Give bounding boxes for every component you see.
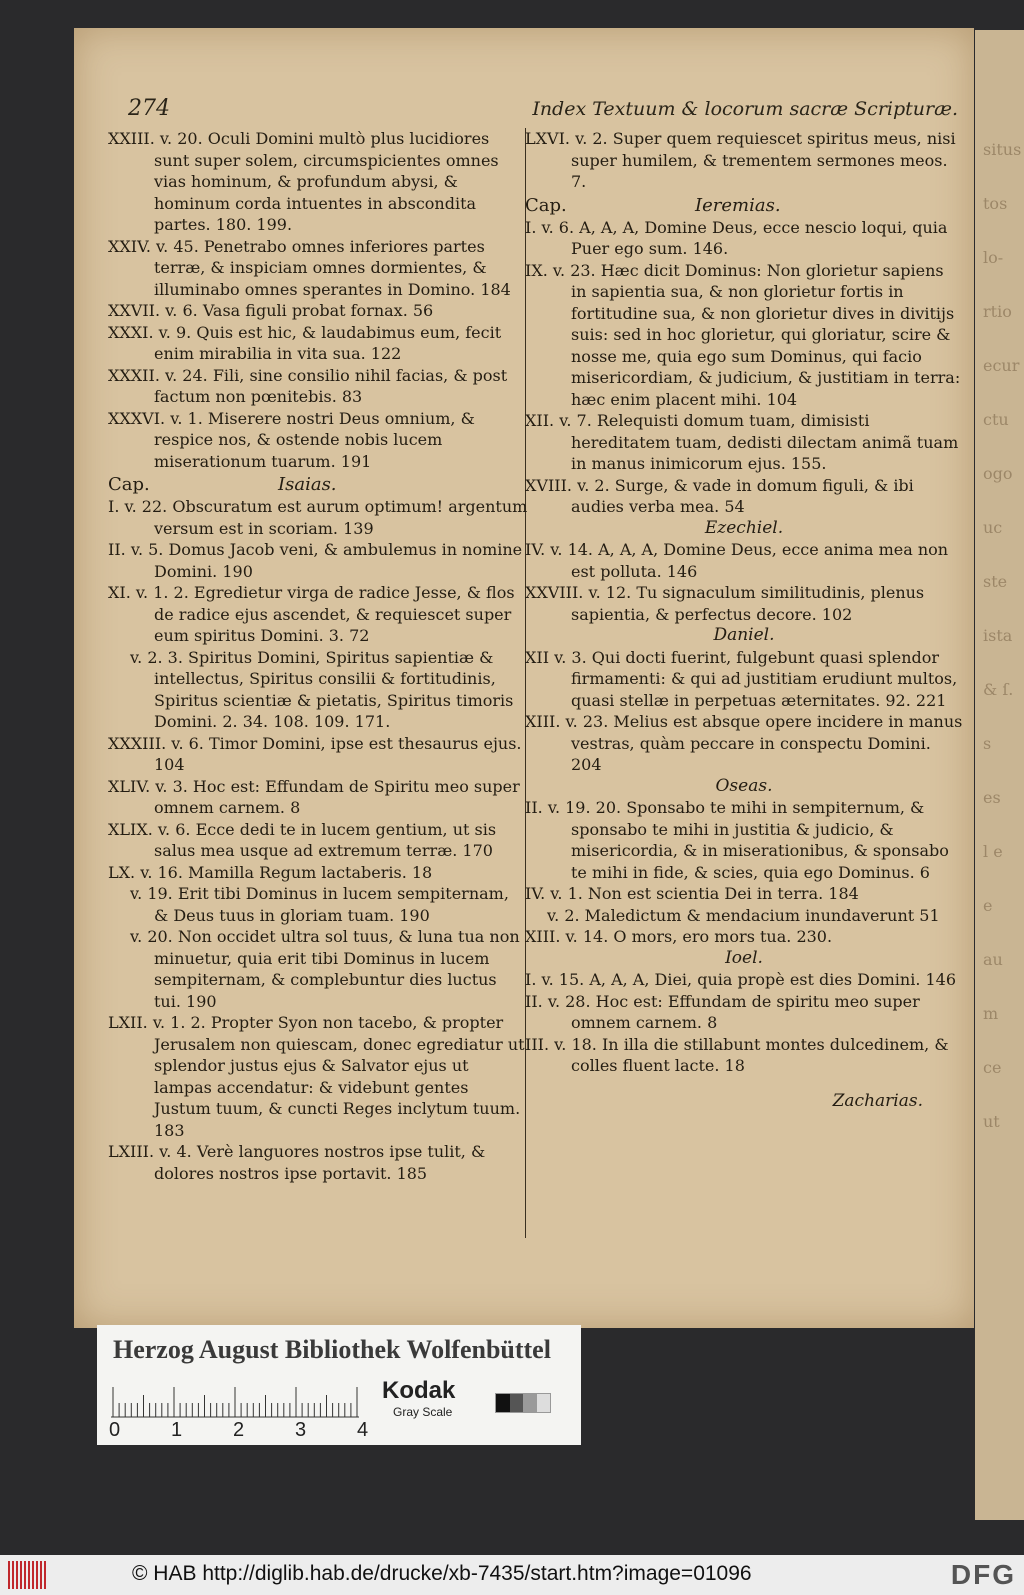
index-entry: II. v. 5. Domus Jacob veni, & ambulemus in nomine Domini. 190 — [108, 540, 523, 581]
index-entry: IV. v. 1. Non est scientia Dei in terra. 184 — [525, 884, 859, 903]
index-entry: XIII. v. 14. O mors, ero mors tua. 230. — [525, 927, 833, 946]
adjacent-page-fragment: ctu — [983, 410, 1009, 429]
kodak-logo: Kodak — [382, 1377, 456, 1404]
ruler-number: 0 — [109, 1419, 121, 1441]
ruler-scale — [111, 1377, 361, 1423]
gray-swatches — [495, 1393, 551, 1413]
index-entry: I. v. 6. A, A, A, Domine Deus, ecce nescio loqui, quia Puer ego sum. 146. — [525, 217, 948, 258]
left-column — [108, 128, 528, 1184]
index-entry: XXXIII. v. 6. Timor Domini, ipse est thesaurus ejus. 104 — [108, 733, 522, 774]
adjacent-page-fragment: m — [983, 1004, 999, 1023]
adjacent-page-fragment: tos — [983, 194, 1008, 213]
chapter-heading — [525, 195, 963, 217]
barcode-icon — [8, 1561, 46, 1589]
index-entry: XXVIII. v. 12. Tu signaculum similitudinis, plenus sapientia, & perfectus decore. 102 — [525, 583, 925, 624]
index-entry: II. v. 19. 20. Sponsabo te mihi in sempiternum, & sponsabo te mihi in justitia & judicio, & misericordia, & in miserationibus, & sponsabo te mihi in fide, & scies, quia ego Dominus. 6 — [525, 798, 949, 882]
right-column — [525, 128, 963, 1112]
adjacent-page-fragment: au — [983, 950, 1003, 969]
adjacent-page-fragment: rtio — [983, 302, 1012, 321]
adjacent-page-fragment: l e — [983, 842, 1003, 861]
color-calibration-card — [97, 1325, 581, 1445]
index-entry: XVIII. v. 2. Surge, & vade in domum figuli, & ibi audies verba mea. 54 — [525, 475, 914, 516]
index-entry: v. 2. Maledictum & mendacium inundaverunt 51 — [547, 905, 940, 925]
page-header — [128, 96, 958, 126]
index-entry: XXIII. v. 20. Oculi Domini multò plus lucidiores sunt super solem, circumspicientes omnes vias hominum, & profundum abysi, & hominum corda intuentes in abscondita partes. 180. 199. — [108, 129, 499, 234]
adjacent-page-fragment: ecur — [983, 356, 1020, 375]
cap-label: Cap. — [108, 474, 150, 495]
book-title: Ezechiel. — [704, 517, 784, 538]
adjacent-page-strip — [975, 30, 1024, 1520]
adjacent-page-fragment: ista — [983, 626, 1013, 645]
gray-swatch — [510, 1394, 524, 1412]
adjacent-page-fragment: & ſ. — [983, 680, 1014, 699]
credit-link[interactable]: © HAB http://diglib.hab.de/drucke/xb-7435/start.htm?image=01096 — [132, 1562, 752, 1585]
chapter-heading — [108, 474, 528, 496]
index-entry: XIII. v. 23. Melius est absque opere incidere in manus vestras, quàm peccare in conspectu Domini. 204 — [525, 712, 963, 774]
catchword: Zacharias. — [832, 1090, 923, 1111]
index-entry: XLIX. v. 6. Ecce dedi te in lucem gentium, ut sis salus mea usque ad extremum terræ. 170 — [108, 819, 497, 860]
library-name: Herzog August Bibliothek Wolfenbüttel — [113, 1335, 551, 1364]
index-entry: LXII. v. 1. 2. Propter Syon non tacebo, & propter Jerusalem non quiescam, donec egrediatur ut splendor justus ejus & Salvator ejus ut lampas accendatur: & videbunt gentes Justum tuum, & cuncti Reges inclytum tuum. 183 — [108, 1013, 525, 1140]
index-entry: LX. v. 16. Mamilla Regum lactaberis. 18 — [108, 862, 433, 882]
adjacent-page-fragment: s — [983, 734, 992, 753]
index-entry: XXXI. v. 9. Quis est hic, & laudabimus eum, fecit enim mirabilia in vita sua. 122 — [108, 322, 502, 363]
index-entry: XI. v. 1. 2. Egredietur virga de radice Jesse, & flos de radice ejus ascendet, & requiescet super eum spiritus Domini. 3. 72 — [108, 583, 515, 645]
gray-swatch — [496, 1394, 510, 1412]
index-entry: v. 2. 3. Spiritus Domini, Spiritus sapientiæ & intellectus, Spiritus consilii & fortitudinis, Spiritus scientiæ & pietatis, Spiritus timoris Domini. 2. 34. 108. 109. 171. — [130, 647, 514, 731]
index-entry: LXIII. v. 4. Verè languores nostros ipse tulit, & dolores nostros ipse portavit. 185 — [108, 1142, 486, 1183]
index-entry: v. 19. Erit tibi Dominus in lucem sempiternam, & Deus tuus in gloriam tuam. 190 — [130, 884, 509, 925]
adjacent-page-fragment: situs — [983, 140, 1022, 159]
index-entry: LXVI. v. 2. Super quem requiescet spiritus meus, nisi super humilem, & trementem sermones meos. 7. — [525, 129, 956, 191]
index-entry: XXIV. v. 45. Penetrabo omnes inferiores partes terræ, & inspiciam omnes dormientes, & illuminabo omnes sperantes in Domino. 184 — [108, 236, 511, 299]
index-entry: II. v. 28. Hoc est: Effundam de spiritu meo super omnem carnem. 8 — [525, 991, 920, 1032]
index-entry: XLIV. v. 3. Hoc est: Effundam de Spiritu meo super omnem carnem. 8 — [108, 776, 520, 817]
book-title: Daniel. — [713, 625, 775, 645]
ruler-number: 1 — [171, 1419, 183, 1441]
gray-scale-label: Gray Scale — [393, 1405, 453, 1419]
book-title: Ioel. — [725, 947, 763, 968]
adjacent-page-fragment: ce — [983, 1058, 1002, 1077]
page-number: 274 — [128, 96, 170, 121]
adjacent-page-fragment: ste — [983, 572, 1008, 591]
index-entry: I. v. 15. A, A, A, Diei, quia propè est dies Domini. 146 — [525, 970, 957, 989]
index-entry: IV. v. 14. A, A, A, Domine Deus, ecce anima mea non est polluta. 146 — [525, 540, 949, 581]
footer-bar — [0, 1555, 1024, 1595]
adjacent-page-fragment: e — [983, 896, 993, 915]
index-entry: I. v. 22. Obscuratum est aurum optimum! argentum versum est in scoriam. 139 — [108, 497, 528, 538]
index-entry: XII. v. 7. Relequisti domum tuam, dimisisti hereditatem tuam, dedisti dilectam animã tuam in manus inimicorum ejus. 155. — [525, 411, 959, 473]
adjacent-page-fragment: uc — [983, 518, 1003, 537]
ruler-number: 4 — [357, 1419, 369, 1441]
adjacent-page-fragment: es — [983, 788, 1001, 807]
book-title: Isaias. — [278, 474, 337, 495]
book-title: Ieremias. — [695, 194, 781, 216]
index-entry: XXXVI. v. 1. Miserere nostri Deus omnium, & respice nos, & ostende nobis lucem miserationum tuarum. 191 — [108, 408, 475, 471]
book-title: Oseas. — [715, 775, 773, 796]
index-entry: III. v. 18. In illa die stillabunt montes dulcedinem, & colles fluent lacte. 18 — [525, 1034, 949, 1075]
index-entry: IX. v. 23. Hæc dicit Dominus: Non glorietur sapiens in sapientia sua, & non glorietur fortis in fortitudine sua, & non glorietur dives in divitijs suis: sed in hoc glorietur, qui gloriatur, scire & nosse me, quia ego sum Dominus, qui facio misericordiam, & judicium, & justitiam in terra: hæc enim placent mihi. 104 — [525, 260, 961, 409]
gray-swatch — [537, 1394, 551, 1412]
index-entry: XII v. 3. Qui docti fuerint, fulgebunt quasi splendor firmamenti: & qui ad justitiam erudiunt multos, quasi stellæ in perpetuas æternitates. 92. 221 — [525, 647, 958, 710]
adjacent-page-fragment: ut — [983, 1112, 1000, 1131]
index-entry: XXXII. v. 24. Fili, sine consilio nihil facias, & post factum non pœnitebis. 83 — [108, 365, 508, 406]
gray-swatch — [523, 1394, 537, 1412]
cap-label: Cap. — [525, 194, 567, 216]
adjacent-page-fragment: ogo — [983, 464, 1013, 483]
ruler-number: 2 — [233, 1419, 245, 1441]
ruler-number: 3 — [295, 1419, 307, 1441]
index-entry: XXVII. v. 6. Vasa figuli probat fornax. 56 — [108, 301, 434, 320]
adjacent-page-fragment: lo- — [983, 248, 1004, 267]
dfg-logo: DFG — [950, 1559, 1016, 1590]
running-title: Index Textuum & locorum sacræ Scripturæ. — [532, 98, 958, 120]
index-entry: v. 20. Non occidet ultra sol tuus, & luna tua non minuetur, quia erit tibi Dominus in lucem sempiternam, & complebuntur dies luctus tui. 190 — [130, 927, 520, 1011]
